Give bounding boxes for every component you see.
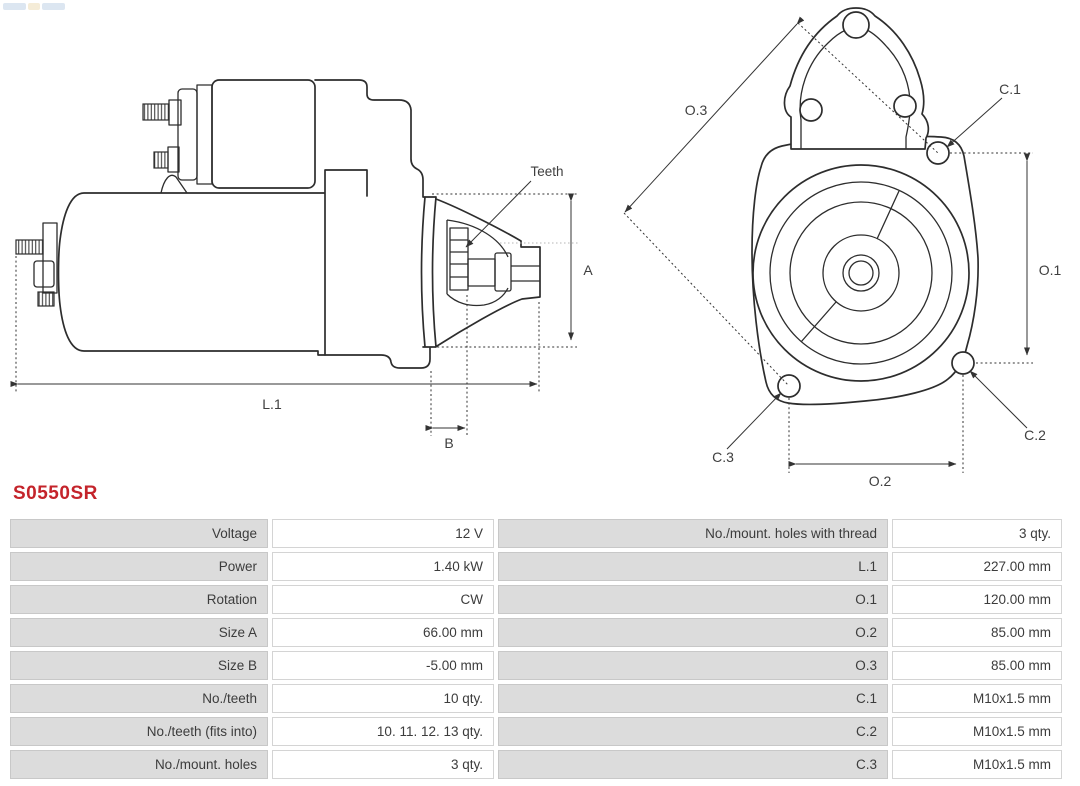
mount-hole-c3: [778, 375, 800, 397]
spec-label: No./mount. holes: [10, 750, 268, 779]
spec-value: 10. 11. 12. 13 qty.: [272, 717, 494, 746]
c3-label: C.3: [712, 449, 734, 465]
spec-label: O.1: [498, 585, 888, 614]
dim-a-label: A: [583, 262, 593, 278]
pinion-gear: [450, 228, 468, 290]
spec-label: Rotation: [10, 585, 268, 614]
dim-b-extension-lines: [431, 295, 467, 436]
starter-front-view: [624, 8, 1061, 489]
dim-o3-label: O.3: [684, 102, 708, 118]
part-number: S0550SR: [13, 483, 98, 504]
bell-right-hole: [894, 95, 916, 117]
spec-value: 66.00 mm: [272, 618, 494, 647]
spec-value: M10x1.5 mm: [892, 684, 1062, 713]
spec-value: 1.40 kW: [272, 552, 494, 581]
dim-o1-label: O.1: [1038, 262, 1062, 278]
teeth-label: Teeth: [530, 164, 564, 179]
spec-value: 12 V: [272, 519, 494, 548]
spec-value: 3 qty.: [272, 750, 494, 779]
c1-label: C.1: [999, 81, 1021, 97]
spec-label: No./teeth (fits into): [10, 717, 268, 746]
spec-label: No./teeth: [10, 684, 268, 713]
teeth-leader-line: [466, 181, 531, 247]
solenoid-ring: [197, 85, 212, 184]
dim-o2-label: O.2: [868, 473, 892, 489]
spec-value: CW: [272, 585, 494, 614]
c1-leader-line: [947, 98, 1002, 147]
pinion-opening: [447, 220, 508, 306]
spec-value: 3 qty.: [892, 519, 1062, 548]
spec-label: O.2: [498, 618, 888, 647]
rear-terminal-stud: [16, 240, 43, 254]
spec-value: M10x1.5 mm: [892, 750, 1062, 779]
spec-label: Size A: [10, 618, 268, 647]
spec-label: C.2: [498, 717, 888, 746]
drive-housing: [315, 80, 540, 368]
c2-label: C.2: [1024, 427, 1046, 443]
spec-label: Size B: [10, 651, 268, 680]
pinion-shaft: [468, 259, 495, 286]
rear-plate: [34, 261, 54, 287]
solenoid-terminal-lower: [154, 147, 179, 172]
motor-housing: [59, 170, 368, 355]
spec-value: M10x1.5 mm: [892, 717, 1062, 746]
spec-label: Power: [10, 552, 268, 581]
spec-value: -5.00 mm: [272, 651, 494, 680]
spec-table: [10, 519, 1062, 779]
bell-top-hole: [843, 12, 869, 38]
spec-value: 85.00 mm: [892, 618, 1062, 647]
rear-lower-stub: [38, 292, 54, 306]
solenoid-body: [212, 80, 315, 188]
spec-label: L.1: [498, 552, 888, 581]
spec-value: 227.00 mm: [892, 552, 1062, 581]
shaft-collar: [495, 253, 511, 291]
c2-leader-line: [970, 371, 1027, 428]
spec-value: 85.00 mm: [892, 651, 1062, 680]
spec-label: Voltage: [10, 519, 268, 548]
dim-l1-label: L.1: [262, 396, 282, 412]
solenoid-foot: [161, 175, 187, 193]
spec-label: No./mount. holes with thread: [498, 519, 888, 548]
spec-label: C.3: [498, 750, 888, 779]
spec-label: O.3: [498, 651, 888, 680]
spec-label: C.1: [498, 684, 888, 713]
bell-left-hole: [800, 99, 822, 121]
starter-side-view: [16, 80, 593, 451]
spec-value: 10 qty.: [272, 684, 494, 713]
dim-b-label: B: [444, 435, 454, 451]
rear-bracket: [43, 223, 57, 293]
solenoid-terminal-upper: [143, 100, 181, 125]
mount-hole-c2: [952, 352, 974, 374]
shaft-stub: [511, 266, 540, 281]
c3-leader-line: [727, 393, 781, 449]
spec-value: 120.00 mm: [892, 585, 1062, 614]
